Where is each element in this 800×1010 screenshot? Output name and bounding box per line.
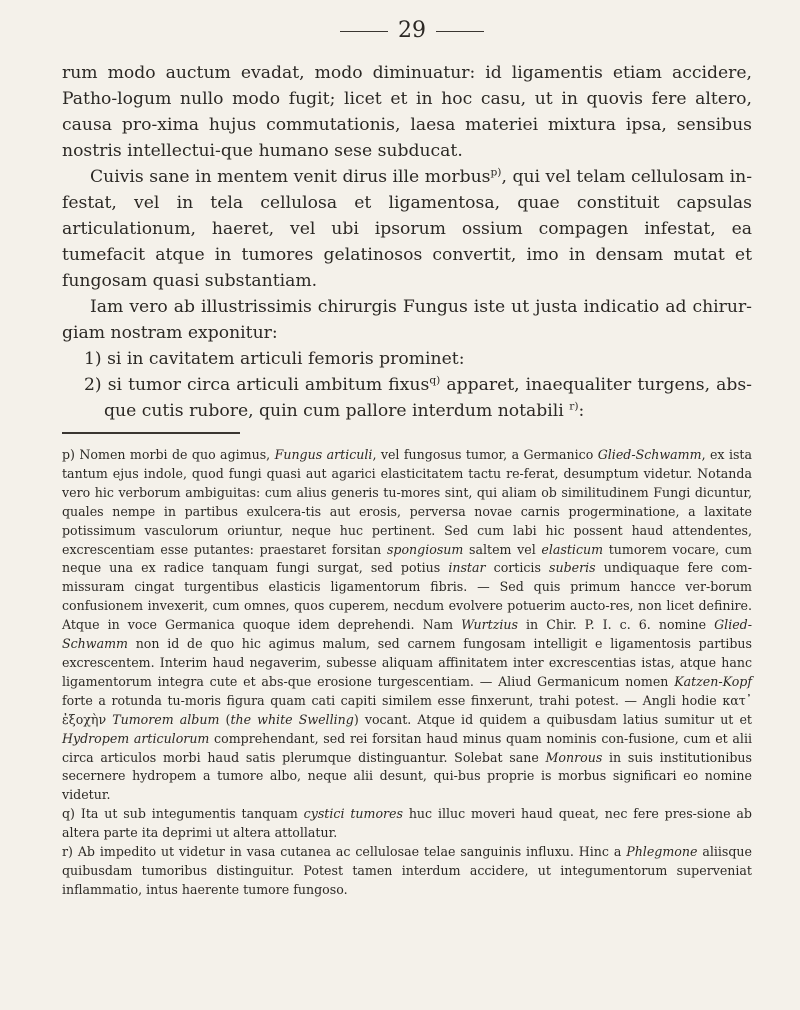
footnote-italic: Monrous [545,749,603,765]
page-number: 29 [398,18,426,43]
footnote-text: comprehendant, sed rei forsitan haud minus quam nominis con-fusione, cum et alii circa articulos morbi haud satis plerumque distinguantur. Solebat sane [62,730,752,765]
paragraph-2-start: Cuivis sane in mentem venit dirus ille morbus [90,167,491,187]
footnote-italic: the white Swelling [230,711,354,727]
footnotes [62,446,752,900]
footnote-p [62,446,752,805]
footnote-q [62,805,752,843]
list-item-2-start: 2) si tumor circa articuli ambitum fixus [84,375,430,395]
header-rule-left [340,31,388,32]
note-ref-p: p) [490,165,502,179]
list-item-1: 1) si in cavitatem articuli femoris prominet: [84,349,465,369]
list-item-2 [62,372,752,424]
footnote-italic: Wurtzius [461,617,518,633]
footnote-italic: Fungus articuli [274,447,373,462]
footnote-italic: spongiosum [386,541,464,557]
footnote-text: in Chir. P. I. c. 6. nomine [517,617,715,633]
footnote-italic: suberis [549,560,596,576]
footnote-italic: Katzen-Kopf [674,673,752,689]
list-item-2-mid: apparet, inaequaliter turgens, abs-que cutis rubore, quin cum pallore interdum notabili [104,375,752,421]
footnote-label: r) [62,844,73,860]
paragraph-1: rum modo auctum evadat, modo diminuatur: id ligamentis etiam accidere, Patho-logum nullo modo fugit; licet et in hoc casu, ut in quovis fere altero, causa pro-xima hujus commutationis, laesa materiei mixtura ipsa, sensibus nostris intellectui-que humano sese subducat. [62,63,752,161]
footnote-text: saltem vel [463,541,542,557]
footnote-r [62,843,752,900]
footnote-text: forte a rotunda tu-moris figura quam cati capiti similem esse finxerunt, trahi potest. — Angli hodie κατ᾿ ἐξοχὴν [62,692,752,727]
footnote-italic: instar [448,560,486,576]
footnote-italic: Glied-Schwamm [597,447,702,462]
main-text [62,60,752,424]
footnote-text: , ex ista tantum ejus indole, quod fungi quasi aut agarici elasticitatem tactu re-ferat, desumptum videtur. Notanda vero hic verborum ambiguitas: cum alius generis tu-mores sint, qui aliam ob similitudinem Fungi dicuntur, quales nempe in partibus exulcera-tis aut erosis, perversa novae carnis progerminatione, a laxitate potissimum vasculorum oriuntur, neque huc pertinent. Sed cum labi hic possent haud attendentes, excrescentiam esse putantes: praestaret forsitan [62,447,753,557]
paragraph-2-rest: , qui vel telam cellulosam in-festat, vel in tela cellulosa et ligamentosa, quae constituit capsulas articulationum, haeret, vel ubi ipsorum ossium compagen infestat, ea tumefacit atque in tumores gelatinosos convertit, imo in densam mutat et fungosam quasi substantiam. [62,167,752,291]
footnote-text: Ita ut sub integumentis tanquam [74,806,304,822]
footnote-text: ( [219,711,231,727]
footnote-text: aliisque quibusdam tumoribus distinguitur. Potest tamen interdum accidere, ut integumentorum superveniat inflammatio, intus haerente tumore fungoso. [62,844,752,897]
footnote-label: p) [62,447,75,462]
footnote-text: , vel fungosus tumor, a Germanico [372,447,598,462]
footnote-italic: Glied-Schwamm [62,617,752,652]
list-item-2-end: : [578,401,585,421]
footnote-text: ) vocant. Atque id quidem a quibusdam latius sumitur ut et [353,711,752,727]
footnote-text: corticis [485,560,550,576]
footnote-text: tumorem vocare, cum neque una ex radice tanquam fungi surgat, sed potius [62,541,752,576]
footnote-text: non id de quo hic agimus malum, sed carnem fungosam intelligit e ligamentosis partibus excrescentem. Interim haud negaverim, subesse aliquam affinitatem inter excrescentias istas, atque hanc ligamentorum integra cute et abs-que erosione turgescentiam. — Aliud Germanicum nomen [62,636,752,689]
footnote-text: Nomen morbi de quo agimus, [74,447,275,462]
paragraph-2 [62,164,752,294]
note-ref-r: r) [569,399,579,413]
footnote-text: in suis institutionibus secernere hydropem a tumore albo, neque alii desunt, qui-bus proprie is morbus significari eo nomine videtur. [62,749,752,803]
footnote-italic: Tumorem album [112,711,220,727]
footnote-italic: Hydropem articulorum [62,730,210,746]
paragraph-3: Iam vero ab illustrissimis chirurgis Fungus iste ut justa indicatio ad chirur-giam nostram exponitur: [62,297,752,343]
footnote-italic: cystici tumores [303,806,403,822]
footnote-italic: Phlegmone [626,844,698,860]
footnote-text: undiquaque fere com-missuram cingat turgentibus elasticis ligamentorum fibris. — Sed quis primum hancce ver-borum confusionem invexerit, cum omnes, quos cuperem, necdum evolvere potuerim aucto-res, non licet definire. Atque in voce Germanica quoque idem deprehendi. Nam [62,560,752,633]
header-rule-right [436,31,484,32]
note-ref-q: q) [429,373,441,387]
footnote-text: huc illuc moveri haud queat, nec fere pres-sione ab altera parte ita deprimi ut altera attollatur. [62,806,752,841]
footnote-italic: elasticum [541,541,604,557]
footnote-divider [62,432,240,434]
page-header [0,18,800,44]
footnote-text: Ab impedito ut videtur in vasa cutanea ac cellulosae telae sanguinis influxu. Hinc a [72,844,627,860]
footnote-label: q) [62,806,75,822]
